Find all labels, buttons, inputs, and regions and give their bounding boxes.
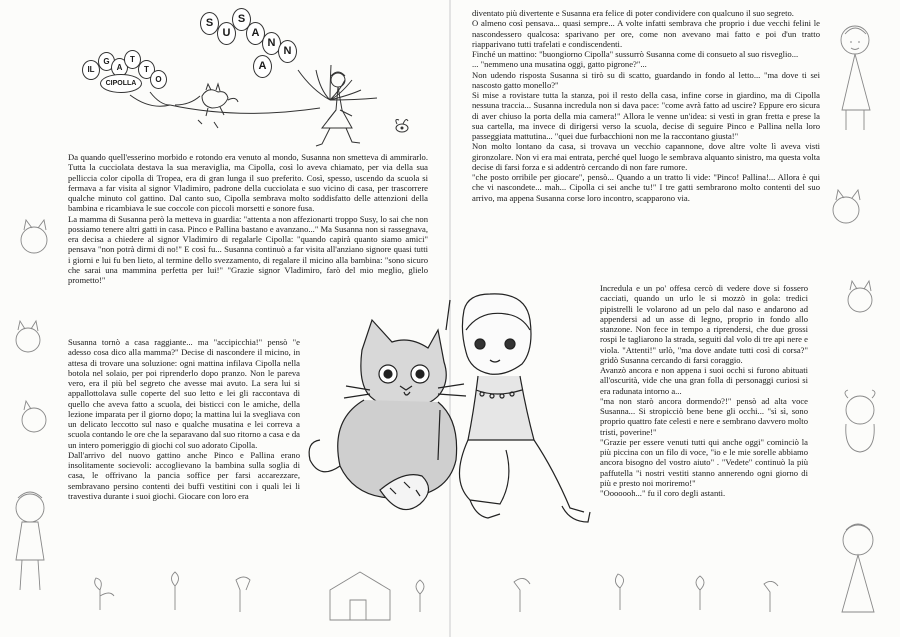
- balloon-letter: A: [111, 58, 128, 77]
- left-text-column-narrow: [68, 337, 300, 501]
- story-paragraph: diventato più divertente e Susanna era felice di poter condividere con qualcuno il suo segreto.: [472, 8, 794, 18]
- story-paragraph: Non udendo risposta Susanna si tirò su di scatto, guardando in fondo al letto... "ma dove ti sei nascosto gatto monello?": [472, 69, 820, 90]
- story-paragraph: Avanzò ancora e non appena i suoi occhi si furono abituati all'oscurità, vide che una gran folla di personaggi curiosi si era radunata intorno a...: [600, 365, 808, 396]
- story-paragraph: Susanna tornò a casa raggiante... ma "accipicchia!" pensò "e adesso cosa dico alla mamma?" Decise di nascondere il micino, in attesa di trovare una soluzione: ogni mattina infilava Cipolla nella botola nel solaio, per poi riprenderlo dopo pranzo. Non le pareva vero, era il più bel segreto che avesse mai avuto. La sera lui si appallottolava sulle coperte del suo letto e lei gli raccontava di quello che aveva fatto a scuola, dei bisticci con le amiche, della lezione imparata per il giorno dopo; la mattina lui la svegliava con un delicato leccotto sul naso e qualche musatina e lei correva a scuola contando le ore che la separavano dal suo ritorno a casa e da un intero pomeriggio di giochi col suo adorato Cipolla.: [68, 337, 300, 450]
- story-paragraph: Incredula e un po' offesa cercò di vedere dove si fossero cacciati, quando un urlo le si mozzò in gola: tredici pipistrelli le volarono ad un pelo dal naso e andarono ad appendersi ad un asse di legno, proprio in fondo allo stanzone. Non fece in tempo a riprendersi, che due grossi rospi le tagliarono la strada, seguiti dal volo di tre api nere e viola. "Attenti!" urlò, "ma dove andate tutti così di corsa?" gridò Susanna cercando di farsi coraggio.: [600, 283, 808, 365]
- balloon-letter: N: [278, 40, 297, 63]
- story-paragraph: "ma non starò ancora dormendo?!" pensò ad alta voce Susanna... Si stropicciò bene bene gli occhi... "sì sì, sono proprio quattro fate celesti e nere e sembrano davvero molto tristi, poverine!": [600, 395, 808, 437]
- balloon-letter: T: [124, 50, 141, 69]
- balloon-letter: U: [217, 22, 236, 45]
- balloon-letter: G: [98, 52, 115, 71]
- balloon-letter: S: [200, 12, 219, 35]
- story-paragraph: Da quando quell'esserino morbido e rotondo era venuto al mondo, Susanna non smetteva di ammirarlo. Tutta la cucciolata destava la sua meraviglia, ma Cipolla, così lo aveva chiamato, per via della sua pelliccia color cipolla di Tropea, era di gran lunga il suo preferito. Così, spesso, uscendo da scuola si fermava a far visita al signor Vladimiro, padrone della cucciolata e suo vicino di casa, per trascorrere qualche minuto col gattino. Dal canto suo, Cipolla sembrava molto soddisfatto delle attenzioni della bambina e ricambiava le sue coccole con piccoli morsetti e sonore fusa.: [68, 152, 428, 214]
- balloon-letter: S: [232, 8, 251, 31]
- balloon-letter: A: [253, 55, 272, 78]
- story-paragraph: Dall'arrivo del nuovo gattino anche Pinco e Pallina erano insolitamente socievoli: accoglievano la bambina sulla soglia di casa, le offrivano la pancia soffice per farsi accarezzare, sembravano persino contenti dei buffi vestitini con i quali lei li travestiva durante i suoi giochi. Giocare con loro era: [68, 449, 300, 501]
- story-paragraph: "Grazie per essere venuti tutti qui anche oggi" cominciò la più piccina con un filo di voce, "io e le mie sorelle abbiamo ancora bisogno del vostro aiuto" . "Vedete" continuò la più paffutella "i nostri vestiti stanno annerendo ogni giorno di più e presto noi moriremo!": [600, 436, 808, 488]
- balloon-letter: O: [150, 70, 167, 89]
- balloon-letter: A: [246, 22, 265, 45]
- story-paragraph: Si mise a rovistare tutta la stanza, poi il resto della casa, infine corse in giardino, ma di Cipolla nessuna traccia... Susanna incredula non si dava pace: "come avrà fatto ad uscire? Eppure ero sicura di aver chiuso la porta della mia camera!" Allora le venne un'idea: si vestì in gran fretta e prese la sua cartella, ma invece di dirigersi verso la scuola, decise di seguire Pinco e Pallina nella loro passeggiata mattutina... "quei due furbacchioni non me la raccontano giusta!": [472, 90, 820, 141]
- story-paragraph: Non molto lontano da casa, si trovava un vecchio capannone, dove altre volte lì aveva visti gironzolare. Non vi era mai entrata, perché quel luogo le sembrava alquanto sinistro, ma questa volta decise di farsi forza e si addentrò cercando di non fare rumore.: [472, 141, 820, 172]
- story-paragraph: "che posto orribile per giocare", pensò... Quando a un tratto li vide: "Pinco! Pallina!... Allora è qui che vi nascondete... mah... Cipolla ci sei anche tu!" I tre gatti sembrarono molto contenti del suo arrivo, ma appena Susanna corse loro incontro, scapparono via.: [472, 172, 820, 203]
- balloon-letter: IL: [82, 60, 100, 80]
- right-text-column-narrow: [600, 283, 808, 498]
- story-paragraph: "Ooooooh..." fu il coro degli astanti.: [600, 488, 726, 498]
- story-paragraph: Finché un mattino: "buongiorno Cipolla" sussurrò Susanna come di consueto al suo risveglio...: [472, 49, 799, 59]
- balloon-letter: CIPOLLA: [100, 74, 142, 93]
- story-paragraph: ... "nemmeno una musatina oggi, gatto pigrone?"...: [472, 59, 647, 70]
- story-paragraph: La mamma di Susanna però la metteva in guardia: "attenta a non affezionarti troppo Susy, lo sai che non possiamo tenere altri gatti in casa. Pinco e Pallina bastano e avanzano..." Ma Susanna non si rassegnava, era decisa a chiedere al signor Vladimiro di regalarle Cipolla: "quando capirà quanto siamo amici" pensava "non potrà dirmi di no!" E così fu... Susanna continuò a far visita all'anziano signore quasi tutti i giorni e lui fu ben lieto, al termine dello svezzamento, di regalare il micino alla bambina: "sono sicuro che sarai una mammina perfetta per lui!" "Grazie signor Vladimiro, farò del mio meglio, glielo prometto!": [68, 213, 428, 285]
- story-paragraph: O almeno così pensava... quasi sempre... A volte infatti sembrava che proprio i due vecchi felini le nascondessero qualcosa: sparivano per ore, come non avevano mai fatto e poi d'un tratto riapparivano tutti trafelati e condiscendenti.: [472, 18, 820, 49]
- left-text-column: [68, 152, 428, 285]
- balloon-letter: T: [138, 60, 155, 79]
- balloon-letter: N: [262, 32, 281, 55]
- right-text-column: [472, 8, 820, 203]
